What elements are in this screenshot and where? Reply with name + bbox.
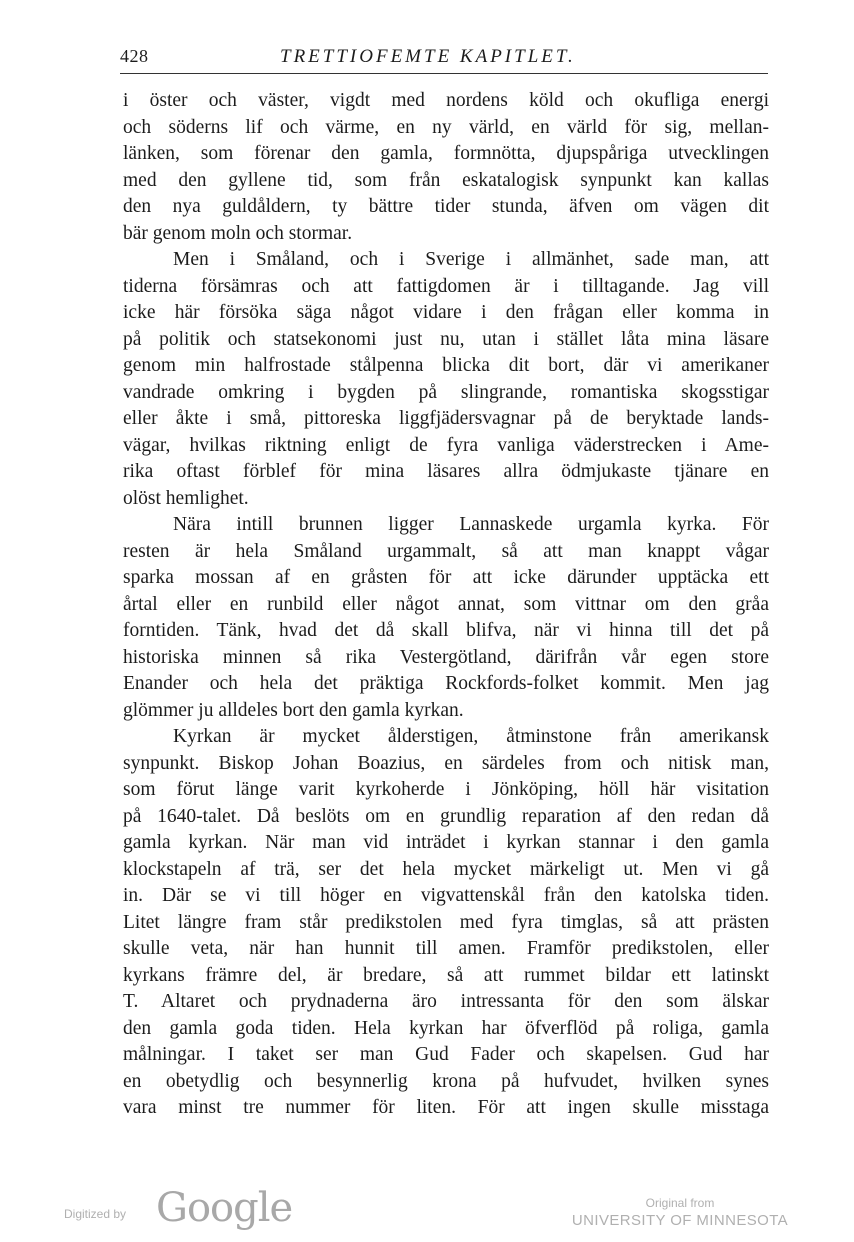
text-line: vägar, hvilkas riktning enligt de fyra vanliga väderstrecken i Ame- (123, 434, 769, 456)
text-line: gamla kyrkan. När man vid inträdet i kyrkan stannar i den gamla (123, 832, 769, 853)
text-line: som förut länge varit kyrkoherde i Jönköping, höll här visitation (123, 779, 769, 800)
text-line: vara minst tre nummer för liten. För att ingen skulle misstaga (123, 1097, 769, 1118)
text-line: resten är hela Småland urgammalt, så att man knappt vågar (123, 540, 769, 562)
text-line: rika oftast förblef för mina läsares allra ödmjukaste tjänare en (123, 461, 769, 482)
text-line: på politik och statsekonomi just nu, utan i stället låta mina läsare (123, 328, 769, 350)
text-line: icke här försöka säga något vidare i den frågan eller komma in (123, 302, 769, 323)
digitized-by-label: Digitized by (64, 1207, 127, 1221)
text-line: klockstapeln af trä, ser det hela mycket märkeligt ut. Men vi gå (123, 858, 769, 880)
text-line: synpunkt. Biskop Johan Boazius, en särdeles from och nitisk man, (123, 752, 769, 774)
text-line: olöst hemlighet. (123, 487, 249, 509)
text-line: årtal eller en runbild eller något annat, som vittnar om den gråa (123, 593, 769, 615)
text-line: vandrade omkring i bygden på slingrande, romantiska skogsstigar (123, 381, 769, 403)
text-line: kyrkans främre del, är bredare, så att rummet bildar ett latinskt (123, 964, 769, 986)
google-logo: Google (156, 1185, 293, 1231)
text-line: länken, som förenar den gamla, formnötta, djupspåriga utvecklingen (123, 143, 769, 164)
institution-label: UNIVERSITY OF MINNESOTA (571, 1212, 789, 1229)
text-line: skulle veta, när han hunnit till amen. Framför predikstolen, eller (123, 938, 769, 959)
text-line: sparka mossan af en gråsten för att icke därunder upptäcka ett (123, 567, 769, 588)
source-watermark (560, 1196, 800, 1232)
text-line: Enander och hela det präktiga Rockfords-folket kommit. Men jag (123, 673, 769, 694)
text-line: den nya guldåldern, ty bättre tider stunda, äfven om vägen dit (123, 196, 769, 217)
text-line: med den gyllene tid, som från eskatalogisk synpunkt kan kallas (123, 169, 769, 191)
page-number: 428 (120, 46, 149, 66)
text-line: den gamla goda tiden. Hela kyrkan har öfverflöd på roliga, gamla (123, 1017, 769, 1039)
text-line: T. Altaret och prydnaderna äro intressanta för den som älskar (123, 991, 769, 1012)
text-line: och söderns lif och värme, en ny värld, en värld för sig, mellan- (123, 116, 769, 138)
text-line: Litet längre fram står predikstolen med fyra timglas, så att prästen (123, 911, 769, 933)
text-line: tiderna försämras och att fattigdomen är i tilltagande. Jag vill (123, 275, 769, 297)
text-line: forntiden. Tänk, hvad det då skall blifva, när vi hinna till det på (123, 620, 769, 641)
header-rule (120, 73, 768, 74)
text-line: Men i Småland, och i Sverige i allmänhet, sade man, att (173, 249, 769, 270)
text-line: Nära intill brunnen ligger Lannaskede urgamla kyrka. För (173, 514, 769, 535)
text-line: glömmer ju alldeles bort den gamla kyrkan. (123, 699, 464, 721)
text-line: en obetydlig och besynnerlig krona på hufvudet, hvilken synes (123, 1070, 769, 1092)
original-from-label: Original from (645, 1196, 715, 1210)
running-head: TRETTIOFEMTE KAPITLET. (280, 46, 576, 67)
text-line: eller åkte i små, pittoreska liggfjädersvagnar på de beryktade lands- (123, 408, 769, 429)
text-line: i öster och väster, vigdt med nordens köld och okufliga energi (123, 90, 769, 111)
text-line: historiska minnen så rika Vestergötland, därifrån vår egen store (123, 646, 769, 668)
body-text (123, 88, 769, 1122)
text-line: bär genom moln och stormar. (123, 222, 353, 244)
text-line: på 1640-talet. Då beslöts om en grundlig reparation af den redan då (123, 805, 769, 827)
text-line: målningar. I taket ser man Gud Fader och skapelsen. Gud har (123, 1044, 769, 1065)
text-line: genom min halfrostade stålpenna blicka dit bort, där vi amerikaner (123, 355, 769, 376)
page-header (120, 46, 768, 70)
text-line: Kyrkan är mycket ålderstigen, åtminstone från amerikansk (173, 726, 769, 747)
text-line: in. Där se vi till höger en vigvattenskål från den katolska tiden. (123, 885, 769, 906)
